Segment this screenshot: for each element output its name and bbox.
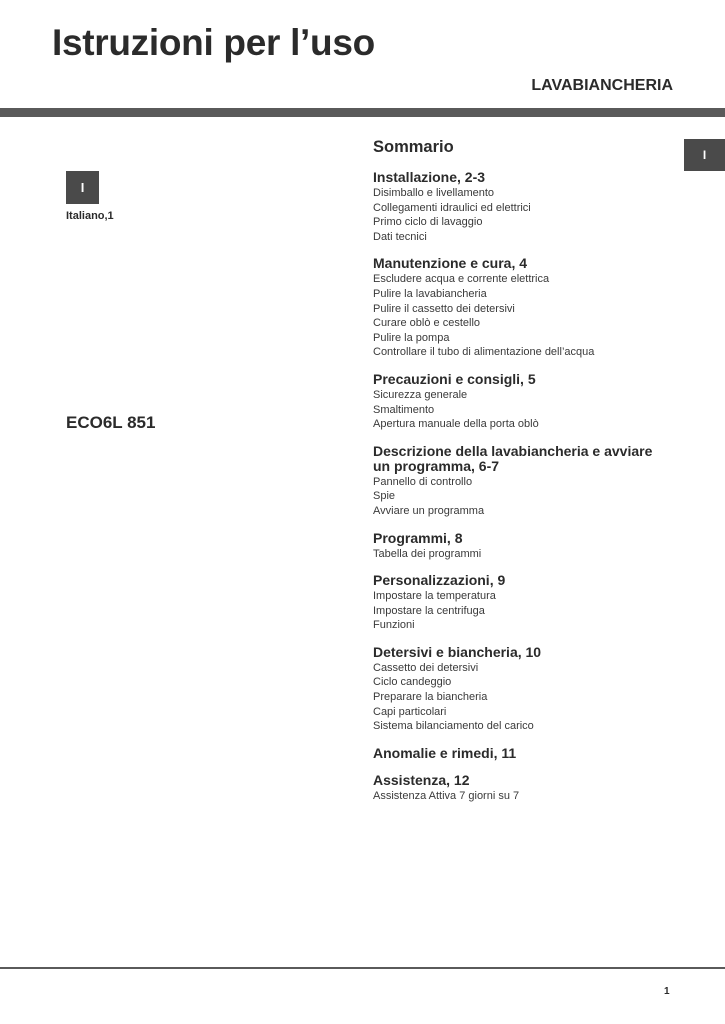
toc-section-item: Sistema bilanciamento del carico [373, 720, 534, 733]
toc-section-item: Controllare il tubo di alimentazione dell’acqua [373, 346, 595, 359]
toc-section-item: Sicurezza generale [373, 388, 468, 401]
toc-section-item: Dati tecnici [373, 230, 427, 243]
toc-section-item: Smaltimento [373, 403, 435, 416]
toc-section-item: Escludere acqua e corrente elettrica [373, 273, 550, 286]
toc-section-item: Funzioni [373, 619, 415, 632]
toc-section-item: Apertura manuale della porta oblò [373, 418, 539, 431]
toc-section-title: Manutenzione e cura, 4 [373, 255, 528, 272]
toc-section [373, 746, 673, 761]
toc-section-item: Impostare la centrifuga [373, 604, 485, 617]
toc-section-item: Preparare la biancheria [373, 691, 488, 704]
toc-section [373, 256, 673, 360]
language-label: Italiano,1 [66, 210, 114, 222]
table-of-contents [373, 136, 673, 815]
toc-section-item: Tabella dei programmi [373, 547, 482, 560]
toc-section-item: Curare oblò e cestello [373, 317, 481, 330]
toc-section-item: Collegamenti idraulici ed elettrici [373, 201, 531, 214]
toc-section-title: Descrizione della lavabiancheria e avviare un programma, 6-7 [373, 442, 653, 474]
toc-section [373, 645, 673, 734]
toc-section-item: Pulire la lavabiancheria [373, 287, 487, 300]
model-name: ECO6L 851 [66, 413, 156, 432]
toc-section-title: Anomalie e rimedi, 11 [373, 744, 517, 761]
footer-divider [0, 967, 725, 969]
toc-section-item: Pannello di controllo [373, 475, 473, 488]
toc-section-item: Avviare un programma [373, 504, 485, 517]
toc-section-item: Impostare la temperatura [373, 590, 496, 603]
toc-section [373, 531, 673, 562]
toc-section-item: Spie [373, 490, 396, 503]
toc-section-item: Ciclo candeggio [373, 676, 452, 689]
toc-section-item: Pulire la pompa [373, 331, 450, 344]
language-badge: I [66, 171, 99, 204]
toc-section-title: Detersivi e biancheria, 10 [373, 643, 542, 660]
toc-section [373, 444, 673, 519]
toc-section-title: Programmi, 8 [373, 529, 463, 546]
toc-section-item: Assistenza Attiva 7 giorni su 7 [373, 789, 520, 802]
toc-sections [373, 170, 673, 803]
toc-section [373, 773, 673, 804]
page-number: 1 [664, 986, 670, 997]
toc-section-item: Pulire il cassetto dei detersivi [373, 302, 515, 315]
toc-section [373, 573, 673, 633]
toc-section [373, 170, 673, 244]
toc-section-title: Personalizzazioni, 9 [373, 572, 506, 589]
header-divider [0, 108, 725, 117]
toc-section-title: Precauzioni e consigli, 5 [373, 370, 536, 387]
document-title: Istruzioni per l’uso [52, 22, 375, 63]
toc-section-item: Primo ciclo di lavaggio [373, 216, 483, 229]
toc-section [373, 372, 673, 432]
toc-section-title: Installazione, 2-3 [373, 169, 486, 185]
toc-section-item: Capi particolari [373, 705, 447, 718]
language-side-tab: I [684, 139, 725, 171]
product-category: LAVABIANCHERIA [531, 77, 673, 94]
toc-section-item: Cassetto dei detersivi [373, 661, 479, 674]
toc-heading: Sommario [373, 138, 454, 156]
toc-section-item: Disimballo e livellamento [373, 187, 495, 199]
toc-section-title: Assistenza, 12 [373, 771, 470, 788]
